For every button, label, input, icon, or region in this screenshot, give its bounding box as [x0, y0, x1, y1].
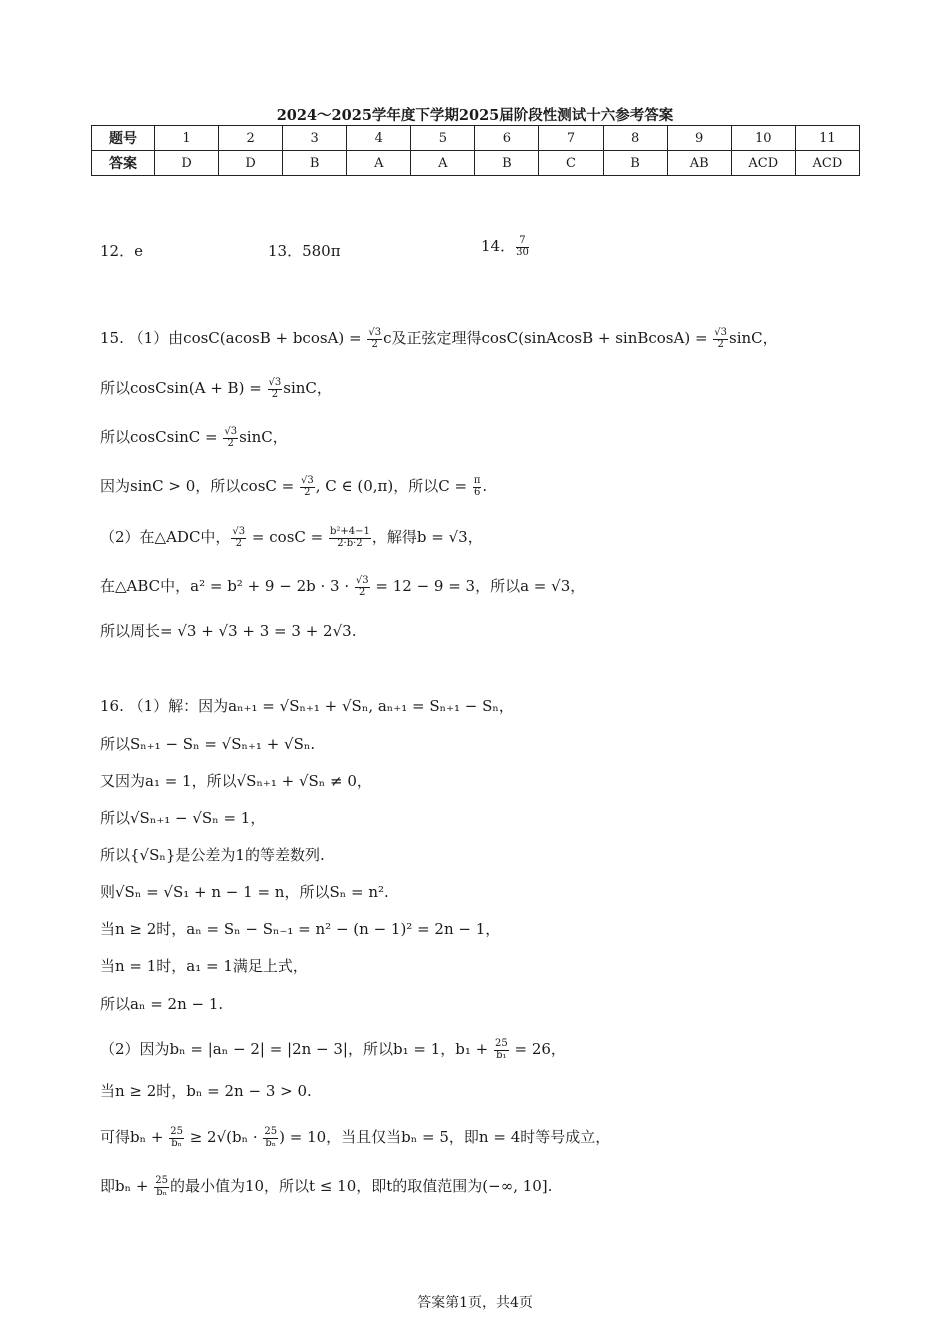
denominator: 30 [516, 246, 529, 258]
q15-line-1 [100, 328, 778, 350]
numerator: 25 [170, 1126, 183, 1137]
question-number-cell: 6 [475, 126, 539, 151]
text: c及正弦定理得cosC(sinAcosB + sinBcosA) = [383, 329, 713, 347]
numerator: √3 [714, 327, 728, 338]
q16-line-1: 16. （1）解：因为aₙ₊₁ = √Sₙ₊₁ + √Sₙ, aₙ₊₁ = Sₙ₊₁ − Sₙ， [100, 697, 514, 715]
answer-table [91, 125, 860, 176]
denominator: 2 [717, 338, 724, 350]
denominator: bₙ [156, 1186, 167, 1198]
q16-line-12 [100, 1127, 610, 1149]
fraction [268, 378, 283, 400]
denominator: 6 [473, 486, 481, 498]
question-number-cell: 9 [667, 126, 731, 151]
answer-cell: ACD [795, 151, 859, 176]
q16-line-2: 所以Sₙ₊₁ − Sₙ = √Sₙ₊₁ + √Sₙ. [100, 735, 316, 753]
question-number-cell: 2 [219, 126, 283, 151]
answer-cell: A [411, 151, 475, 176]
numerator: 25 [494, 1038, 508, 1049]
row-header-question: 题号 [92, 126, 155, 151]
denominator: 2 [227, 437, 234, 449]
text: 可得bₙ + [100, 1128, 169, 1146]
question-number-cell: 8 [603, 126, 667, 151]
text: （2）在△ADC中， [100, 528, 231, 546]
text: sinC， [283, 379, 332, 397]
q16-line-8: 当n = 1时，a₁ = 1满足上式， [100, 957, 308, 975]
q15-line-7: 所以周长= √3 + √3 + 3 = 3 + 2√3. [100, 622, 357, 640]
fraction [473, 476, 482, 498]
answer-cell: A [347, 151, 411, 176]
q15-line-2 [100, 378, 332, 400]
answer-cell: B [283, 151, 347, 176]
answer-14 [481, 236, 530, 258]
answer-cell: D [219, 151, 283, 176]
fraction [329, 527, 371, 549]
numerator: √3 [224, 426, 238, 437]
answer-row [92, 151, 860, 176]
question-number-cell: 5 [411, 126, 475, 151]
text: 即bₙ + [100, 1177, 154, 1195]
fraction [263, 1127, 278, 1149]
text: . [482, 477, 488, 495]
question-number-cell: 1 [155, 126, 219, 151]
numerator: √3 [301, 475, 314, 486]
denominator: bₙ [265, 1137, 277, 1149]
q16-line-3: 又因为a₁ = 1，所以√Sₙ₊₁ + √Sₙ ≠ 0， [100, 772, 372, 790]
fraction [231, 527, 246, 549]
q16-line-5: 所以{√Sₙ}是公差为1的等差数列. [100, 846, 325, 864]
question-number-cell: 11 [795, 126, 859, 151]
text: 所以cosCsin(A + B) = [100, 379, 267, 397]
page-title: 2024～2025学年度下学期2025届阶段性测试十六参考答案 [276, 107, 674, 124]
text: , C ∈ (0,π)，所以C = [315, 477, 472, 495]
fraction [154, 1176, 169, 1198]
page-footer: 答案第1页，共4页 [417, 1295, 533, 1311]
q16-line-4: 所以√Sₙ₊₁ − √Sₙ = 1， [100, 809, 266, 827]
answer-cell: B [475, 151, 539, 176]
question-number-row [92, 126, 860, 151]
text: 所以cosCsinC = [100, 428, 223, 446]
question-number-cell: 3 [283, 126, 347, 151]
numerator: √3 [232, 526, 246, 537]
answer-12: 12．e [100, 242, 143, 260]
fraction [223, 427, 238, 449]
fraction [494, 1039, 509, 1061]
fraction [355, 576, 370, 598]
text: 15. （1）由cosC(acosB + bcosA) = [100, 329, 367, 347]
q16-line-7: 当n ≥ 2时，aₙ = Sₙ − Sₙ₋₁ = n² − (n − 1)² = 2n − 1， [100, 920, 501, 938]
fraction [713, 328, 728, 350]
numerator: √3 [268, 377, 282, 388]
q16-line-10 [100, 1039, 566, 1061]
text: 在△ABC中，a² = b² + 9 − 2b · 3 · [100, 577, 354, 595]
denominator: bₙ [171, 1137, 182, 1149]
denominator: 2 [271, 388, 279, 400]
denominator: 2 [371, 338, 378, 350]
q15-line-6 [100, 576, 585, 598]
q15-line-4 [100, 476, 487, 498]
denominator: 2 [235, 537, 242, 549]
denominator: 2 [359, 586, 366, 598]
numerator: √3 [368, 327, 382, 338]
numerator: π [473, 475, 481, 486]
answer-cell: D [155, 151, 219, 176]
text: = cosC = [247, 528, 328, 546]
denominator: 2·b·2 [337, 537, 363, 549]
fraction [300, 476, 315, 498]
numerator: 25 [264, 1126, 278, 1137]
denominator: b₁ [496, 1049, 507, 1061]
text: ，解得b = √3， [371, 528, 483, 546]
fraction [367, 328, 382, 350]
text: = 12 − 9 = 3，所以a = √3， [370, 577, 586, 595]
q16-line-11: 当n ≥ 2时，bₙ = 2n − 3 > 0. [100, 1082, 312, 1100]
answer-cell: ACD [731, 151, 795, 176]
question-number-cell: 4 [347, 126, 411, 151]
numerator: b²+4−1 [329, 526, 370, 537]
answer-cell: AB [667, 151, 731, 176]
text: = 26， [509, 1040, 566, 1058]
fraction [169, 1127, 184, 1149]
text: ≥ 2√(bₙ · [184, 1128, 263, 1146]
denominator: 2 [304, 486, 311, 498]
q15-line-3 [100, 427, 288, 449]
question-number-cell: 7 [539, 126, 603, 151]
text: ) = 10，当且仅当bₙ = 5，即n = 4时等号成立， [279, 1128, 611, 1146]
answer-cell: C [539, 151, 603, 176]
fraction [516, 236, 529, 258]
text: sinC， [239, 428, 288, 446]
answer-13: 13．580π [268, 242, 341, 260]
numerator: 7 [516, 236, 529, 248]
row-header-answer: 答案 [92, 151, 155, 176]
numerator: 25 [155, 1175, 168, 1186]
q16-line-13 [100, 1176, 552, 1198]
answer-cell: B [603, 151, 667, 176]
text: （2）因为bₙ = |aₙ − 2| = |2n − 3|，所以b₁ = 1，b₁ + [100, 1040, 493, 1058]
text: 因为sinC > 0，所以cosC = [100, 477, 299, 495]
text: sinC， [729, 329, 778, 347]
q15-line-5 [100, 527, 483, 549]
q16-line-6: 则√Sₙ = √S₁ + n − 1 = n，所以Sₙ = n². [100, 883, 389, 901]
answer-14-label: 14． [481, 237, 516, 255]
text: 的最小值为10，所以t ≤ 10，即t的取值范围为(−∞, 10]. [169, 1177, 553, 1195]
q16-line-9: 所以aₙ = 2n − 1. [100, 995, 224, 1013]
numerator: √3 [355, 575, 369, 586]
question-number-cell: 10 [731, 126, 795, 151]
